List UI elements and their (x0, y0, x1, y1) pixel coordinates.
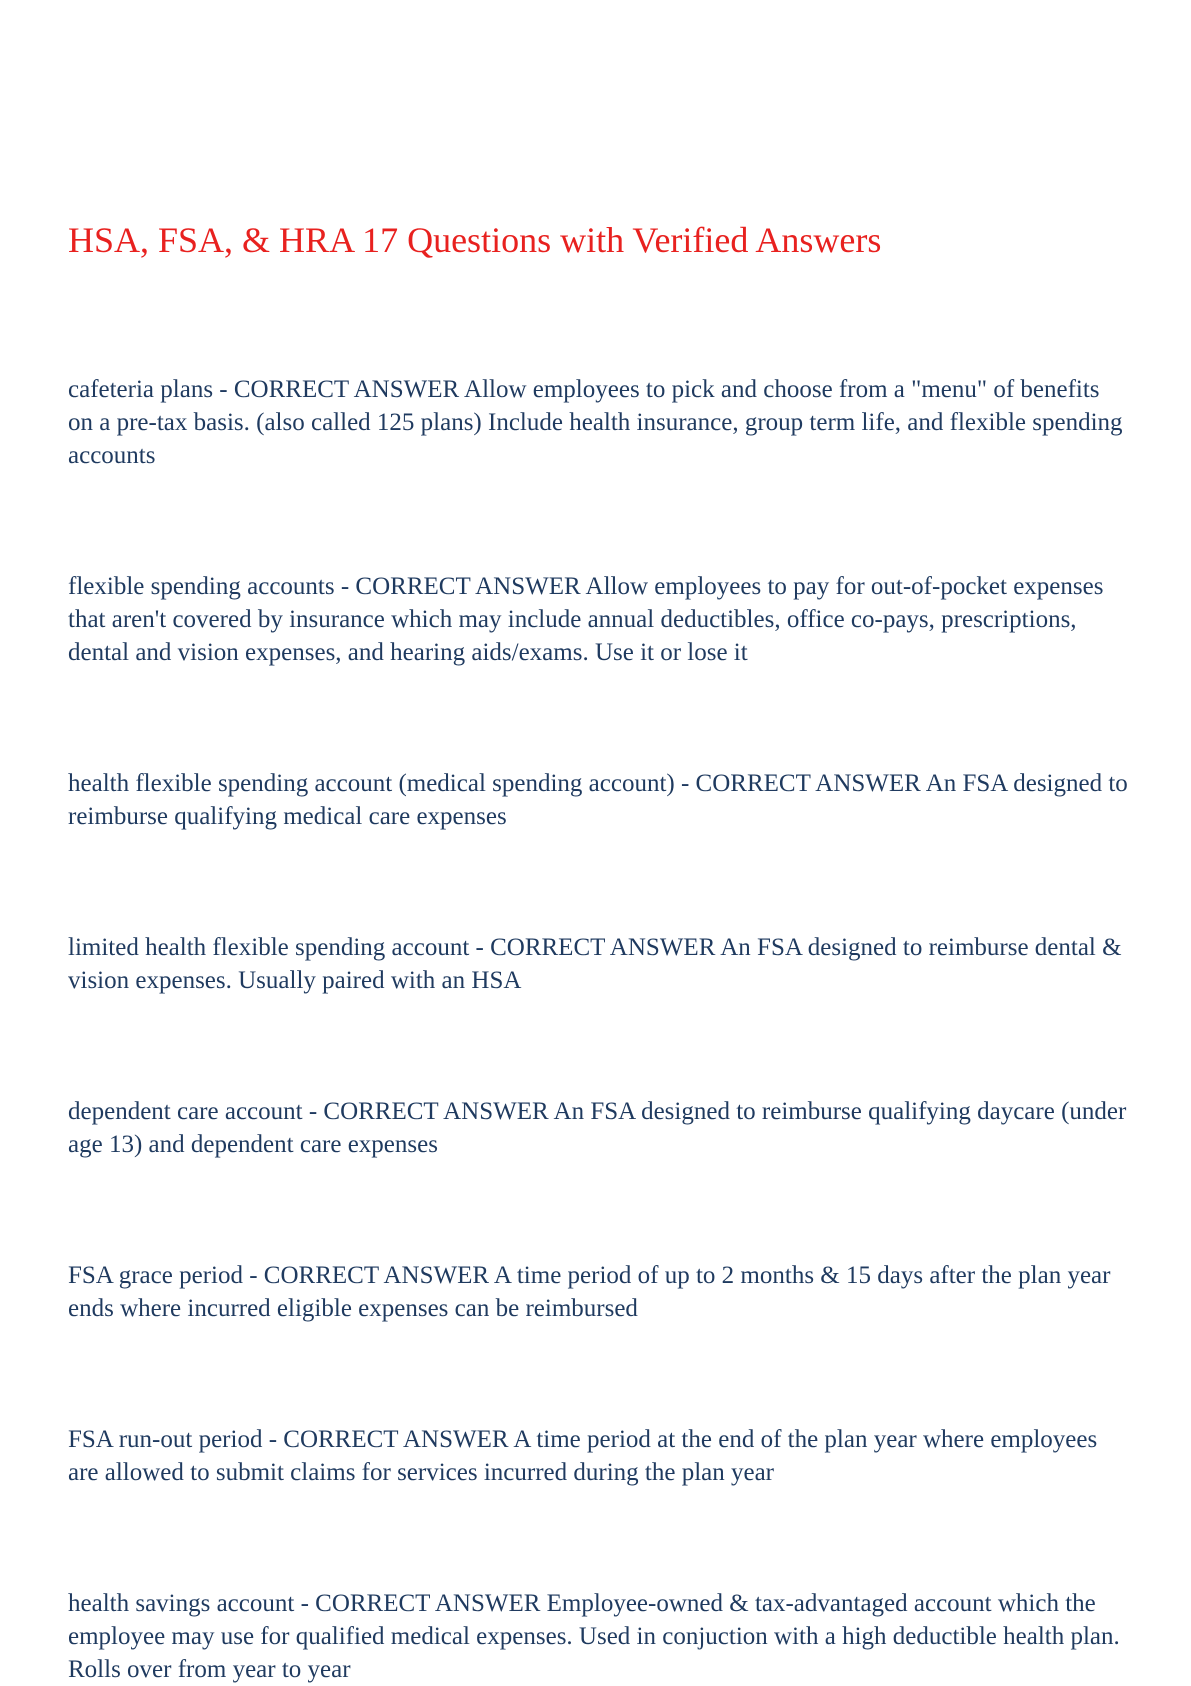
document-title: HSA, FSA, & HRA 17 Questions with Verified Answers (68, 220, 882, 260)
qa-list (68, 373, 1128, 1686)
qa-entry-cafeteria-plans: cafeteria plans - CORRECT ANSWER Allow employees to pick and choose from a "menu" of benefits on a pre-tax basis. (also called 125 plans) Include health insurance, group term life, and flexible spending accounts (68, 376, 1123, 469)
qa-entry-health-fsa: health flexible spending account (medical spending account) - CORRECT ANSWER An FSA designed to reimburse qualifying medical care expenses (68, 770, 1128, 830)
qa-entry-dependent-care-account: dependent care account - CORRECT ANSWER An FSA designed to reimburse qualifying daycare (under age 13) and dependent care expenses (68, 1098, 1127, 1158)
qa-entry-fsa-run-out-period: FSA run-out period - CORRECT ANSWER A time period at the end of the plan year where employees are allowed to submit claims for services incurred during the plan year (68, 1426, 1098, 1486)
qa-entry-fsa-grace-period: FSA grace period - CORRECT ANSWER A time period of up to 2 months & 15 days after the plan year ends where incurred eligible expenses can be reimbursed (68, 1262, 1111, 1322)
qa-entry-health-savings-account: health savings account - CORRECT ANSWER Employee-owned & tax-advantaged account which the employee may use for qualified medical expenses. Used in conjuction with a high deductible health plan. Rolls over from year to year (68, 1590, 1120, 1683)
qa-entry-limited-health-fsa: limited health flexible spending account - CORRECT ANSWER An FSA designed to reimburse dental & vision expenses. Usually paired with an HSA (68, 934, 1122, 994)
qa-entry-flexible-spending-accounts: flexible spending accounts - CORRECT ANSWER Allow employees to pay for out-of-pocket expenses that aren't covered by insurance which may include annual deductibles, office co-pays, prescriptions, dental and vision expenses, and hearing aids/exams. Use it or lose it (68, 573, 1104, 666)
